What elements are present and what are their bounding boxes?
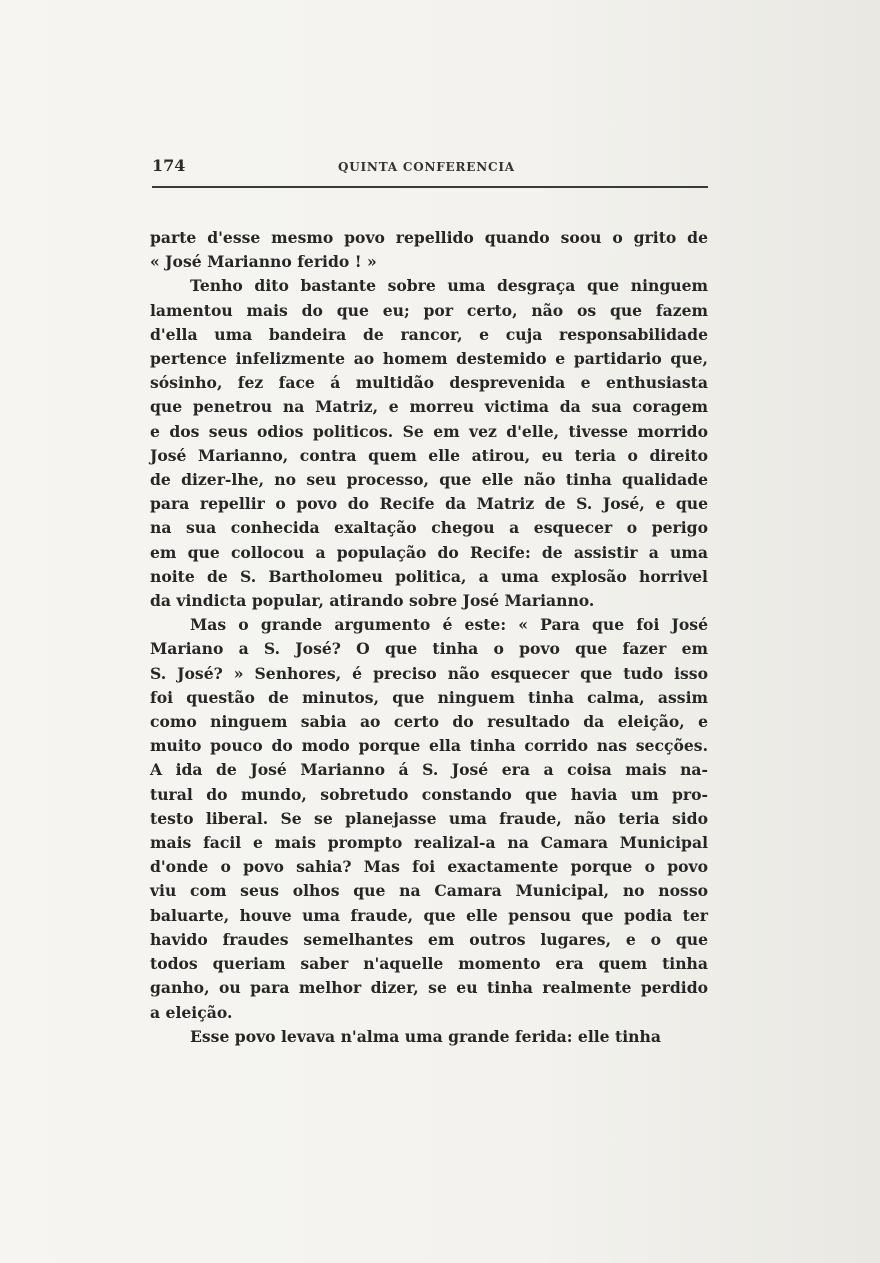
text-line: « José Marianno ferido ! » xyxy=(150,252,377,272)
paragraph xyxy=(150,1025,708,1049)
text-line: José Marianno, contra quem elle atirou, eu teria o direito xyxy=(150,445,708,465)
text-line: Mariano a S. José? O que tinha o povo que fazer em xyxy=(150,639,708,659)
text-line: todos queriam saber n'aquelle momento era quem tinha xyxy=(150,954,708,974)
text-line: muito pouco do modo porque ella tinha corrido nas secções. xyxy=(150,736,708,756)
text-line: e dos seus odios politicos. Se em vez d'elle, tivesse morrido xyxy=(150,421,708,441)
paragraph xyxy=(150,613,708,1024)
text-line: ganho, ou para melhor dizer, se eu tinha realmente perdido xyxy=(150,978,708,998)
text-line: que penetrou na Matriz, e morreu victima da sua coragem xyxy=(150,397,708,417)
text-line: baluarte, houve uma fraude, que elle pensou que podia ter xyxy=(150,905,708,925)
text-line: sósinho, fez face á multidão desprevenida e enthusiasta xyxy=(150,373,708,393)
text-line: lamentou mais do que eu; por certo, não os que fazem xyxy=(150,300,708,320)
page-header xyxy=(152,156,708,180)
text-line: A ida de José Marianno á S. José era a coisa mais na- xyxy=(150,760,708,780)
text-line: foi questão de minutos, que ninguem tinha calma, assim xyxy=(150,687,708,707)
text-line: viu com seus olhos que na Camara Municipal, no nosso xyxy=(150,881,708,901)
text-line: da vindicta popular, atirando sobre José Marianno. xyxy=(150,591,595,611)
text-line: na sua conhecida exaltação chegou a esquecer o perigo xyxy=(150,518,708,538)
text-line: Tenho dito bastante sobre uma desgraça que ninguem xyxy=(190,276,708,296)
text-line: S. José? » Senhores, é preciso não esquecer que tudo isso xyxy=(150,663,708,683)
running-head: QUINTA CONFERENCIA xyxy=(338,160,515,174)
text-line: para repellir o povo do Recife da Matriz de S. José, e que xyxy=(150,494,708,514)
text-line: Esse povo levava n'alma uma grande ferida: elle tinha xyxy=(190,1026,661,1046)
text-line: pertence infelizmente ao homem destemido e partidario que, xyxy=(150,349,708,369)
paragraph xyxy=(150,274,708,613)
page-number: 174 xyxy=(152,156,186,175)
text-line: parte d'esse mesmo povo repellido quando soou o grito de xyxy=(150,228,708,247)
text-line: de dizer-lhe, no seu processo, que elle não tinha qualidade xyxy=(150,470,708,490)
text-line: Mas o grande argumento é este: « Para que foi José xyxy=(190,615,708,635)
text-line: em que collocou a população do Recife: de assistir a uma xyxy=(150,542,708,562)
text-line: havido fraudes semelhantes em outros lugares, e o que xyxy=(150,929,708,949)
text-line: noite de S. Bartholomeu politica, a uma explosão horrivel xyxy=(150,566,708,586)
text-line: testo liberal. Se se planejasse uma fraude, não teria sido xyxy=(150,808,708,828)
text-line: tural do mundo, sobretudo constando que havia um pro- xyxy=(150,784,708,804)
text-line: como ninguem sabia ao certo do resultado da eleição, e xyxy=(150,712,708,732)
paragraph xyxy=(150,226,708,274)
text-line: mais facil e mais prompto realizal-a na Camara Municipal xyxy=(150,833,708,853)
text-line: d'onde o povo sahia? Mas foi exactamente porque o povo xyxy=(150,857,708,877)
body-text xyxy=(150,226,708,1049)
text-line: a eleição. xyxy=(150,1002,233,1022)
text-line: d'ella uma bandeira de rancor, e cuja responsabilidade xyxy=(150,324,708,344)
header-rule xyxy=(152,186,708,188)
